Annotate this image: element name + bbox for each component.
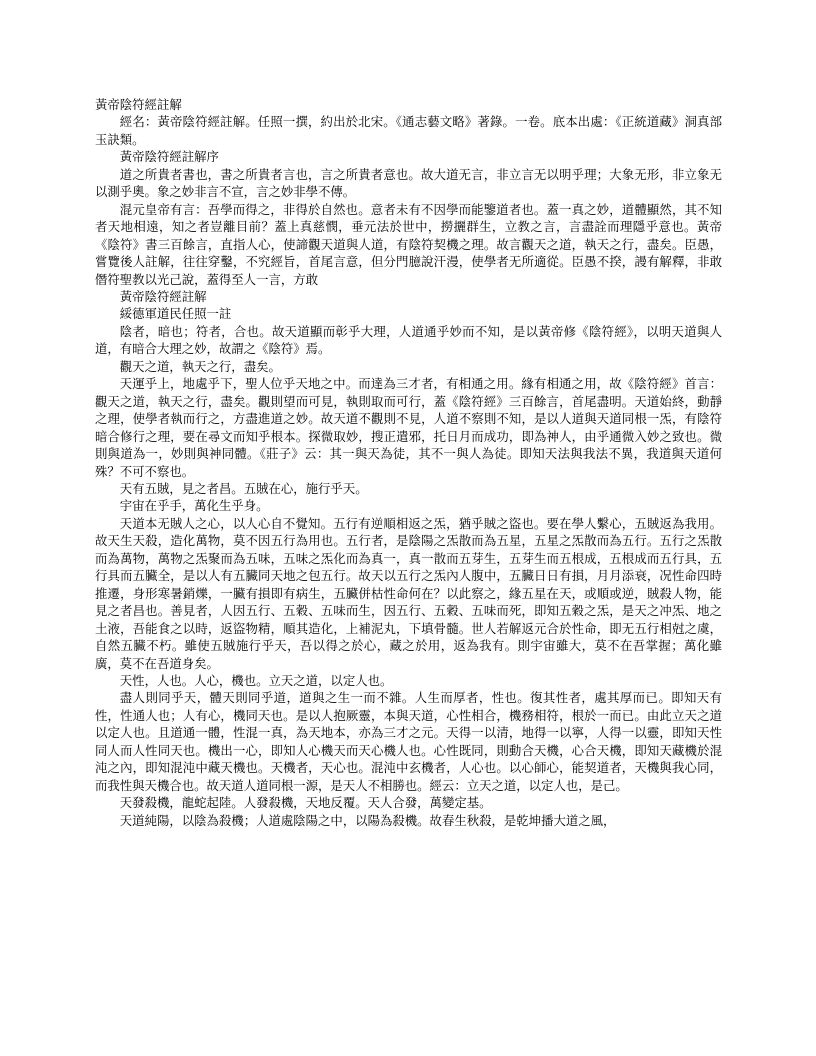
document-body <box>95 96 722 829</box>
heading-main-title: 黃帝陰符經註解 <box>119 288 207 304</box>
paragraph-commentary-killing-mechanism: 天道純陽，以陰為殺機；人道處陰陽之中，以陽為殺機。故春生秋殺，是乾坤播大道之風， <box>119 812 616 828</box>
paragraph-preface-1: 道之所貴者書也，書之所貴者言也，言之所貴者意也。故大道无言，非立言无以明乎理；大象无形，非立象无以測乎奧。象之妙非言不宣，言之妙非學不傳。 <box>95 166 722 200</box>
heading-preface: 黃帝陰符經註解序 <box>119 149 219 165</box>
paragraph-commentary-yinfu: 陰者，暗也；符者，合也。故天道顯而彰乎大理，人道通乎妙而不知，是以黃帝修《陰符經》，以明天道與人道，有暗合大理之妙，故謂之《陰符》焉。 <box>95 323 722 357</box>
paragraph-commentary-five-thieves: 天道本无賊人之心，以人心自不覺知。五行有逆順相返之炁，猶乎賊之盜也。要在學人繫心，五賊返為我用。故天生天殺，造化萬物，莫不因五行為用也。五行者，是陰陽之炁散而為五星，五星之炁散而為五行。五行之炁散而為萬物，萬物之炁聚而為五味，五味之炁化而為真一，真一散而五芽生，五芽生而五根成，五根成而五行具，五行具而五臟全，是以人有五臟同天地之包五行。故天以五行之炁內人腹中，五臟日日有損，月月添衰，况性命四時推遷，身形寒暑銷爍，一臟有損即有病生，五臟併枯性命何在？以此察之，緣五星在天，或順或逆，賊殺人物，能見之者昌也。善見者，人因五行、五穀、五味而生，因五行、五穀、五味而死，即知五穀之炁，是天之冲炁、地之土液，吾能食之以時，返盜物精，順其造化，上補泥丸，下填骨髓。世人若解返元合於性命，即无五行相尅之虞，自然五臟不朽。雖使五賊施行乎天，吾以得之於心，藏之於用，返為我有。則宇宙雖大，莫不在吾掌握；萬化雖廣，莫不在吾道身矣。 <box>95 515 722 671</box>
scripture-line-observe-heaven: 觀天之道，執天之行，盡矣。 <box>119 358 281 374</box>
scripture-line-heaven-nature: 天性，人也。人心，機也。立天之道，以定人也。 <box>119 672 393 688</box>
scripture-line-killing-mechanism: 天發殺機，龍蛇起陸。人發殺機，天地反覆。天人合發，萬變定基。 <box>119 795 492 811</box>
document-title: 黃帝陰符經註解 <box>95 97 182 112</box>
paragraph-commentary-heaven-nature: 盡人則同乎天，體天則同乎道，道與之生一而不雜。人生而厚者，性也。復其性者，處其厚而已。即知天有性，性通人也；人有心，機同天也。是以人抱厥靈，本與天道，心性相合，機務相符，根於一而已。由此立天之道以定人也。且道通一體，性混一真，為天地本，亦為三才之元。天得一以清，地得一以寧，人得一以靈，即知天性同人而人性同天也。機出一心，即知人心機天而天心機人也。心性既同，則動合天機，心合天機，即知天藏機於混沌之內，即知混沌中藏天機也。天機者，天心也。混沌中玄機者，人心也。以心師心，能契道者，天機與我心同，而我性與天機合也。故天道人道同根一源，是天人不相勝也。經云：立天之道，以定人也，是己。 <box>95 690 722 793</box>
scripture-line-five-thieves: 天有五賊，見之者昌。五賊在心，施行乎天。 <box>119 480 368 496</box>
paragraph-preface-2: 混元皇帝有言：吾學而得之，非得於自然也。意者未有不因學而能鑒道者也。蓋一真之妙，道體顯然，其不知者天地相遠，知之者豈離目前？蓋上真慈憫，垂元法於世中，撈攦群生，立教之言，言盡詮而理隱乎意也。黃帝《陰符》書三百餘言，直指人心，使諦觀天道與人道，有陰符契機之理。故言觀天之道，執天之行，盡矣。臣愚，嘗覽後人註解，往往穿鑿，不究經旨，首尾言意，但分門臆說汗漫，使學者无所適從。臣愚不揆，謾有解釋，非敢僭符聖教以光己說，蓋得至人一言，方敢 <box>95 201 722 287</box>
byline-annotator: 綏德軍道民任照一註 <box>119 306 232 322</box>
paragraph-scripture-info: 經名：黃帝陰符經註解。任照一撰，約出於北宋。《通志藝文略》著錄。一卷。底本出處：《正統道藏》洞真部玉訣類。 <box>95 114 722 147</box>
scripture-line-universe-in-hand: 宇宙在乎手，萬化生乎身。 <box>119 498 269 514</box>
paragraph-commentary-observe-heaven: 天運乎上，地處乎下，聖人位乎天地之中。而達為三才者，有相通之用。緣有相通之用，故《陰符經》首言：觀天之道，執天之行，盡矣。觀則望而可見，執則取而可行，蓋《陰符經》三百餘言，首尾盡明。天道始終，動靜之理，使學者執而行之，方盡進道之妙。故天道不觀則不見，人道不察則不知，是以人道與天道同根一炁，有陰符暗合修行之理，要在尋文而知乎根本。探微取妙，搜正遣邪，托日月而成功，即為神人，由乎通微入妙之致也。微則與道為一，妙則與神同體。《莊子》云：其一與天為徒，其不一與人為徒。即知天法與我法不異，我道與天道何殊？不可不察也。 <box>95 376 722 479</box>
